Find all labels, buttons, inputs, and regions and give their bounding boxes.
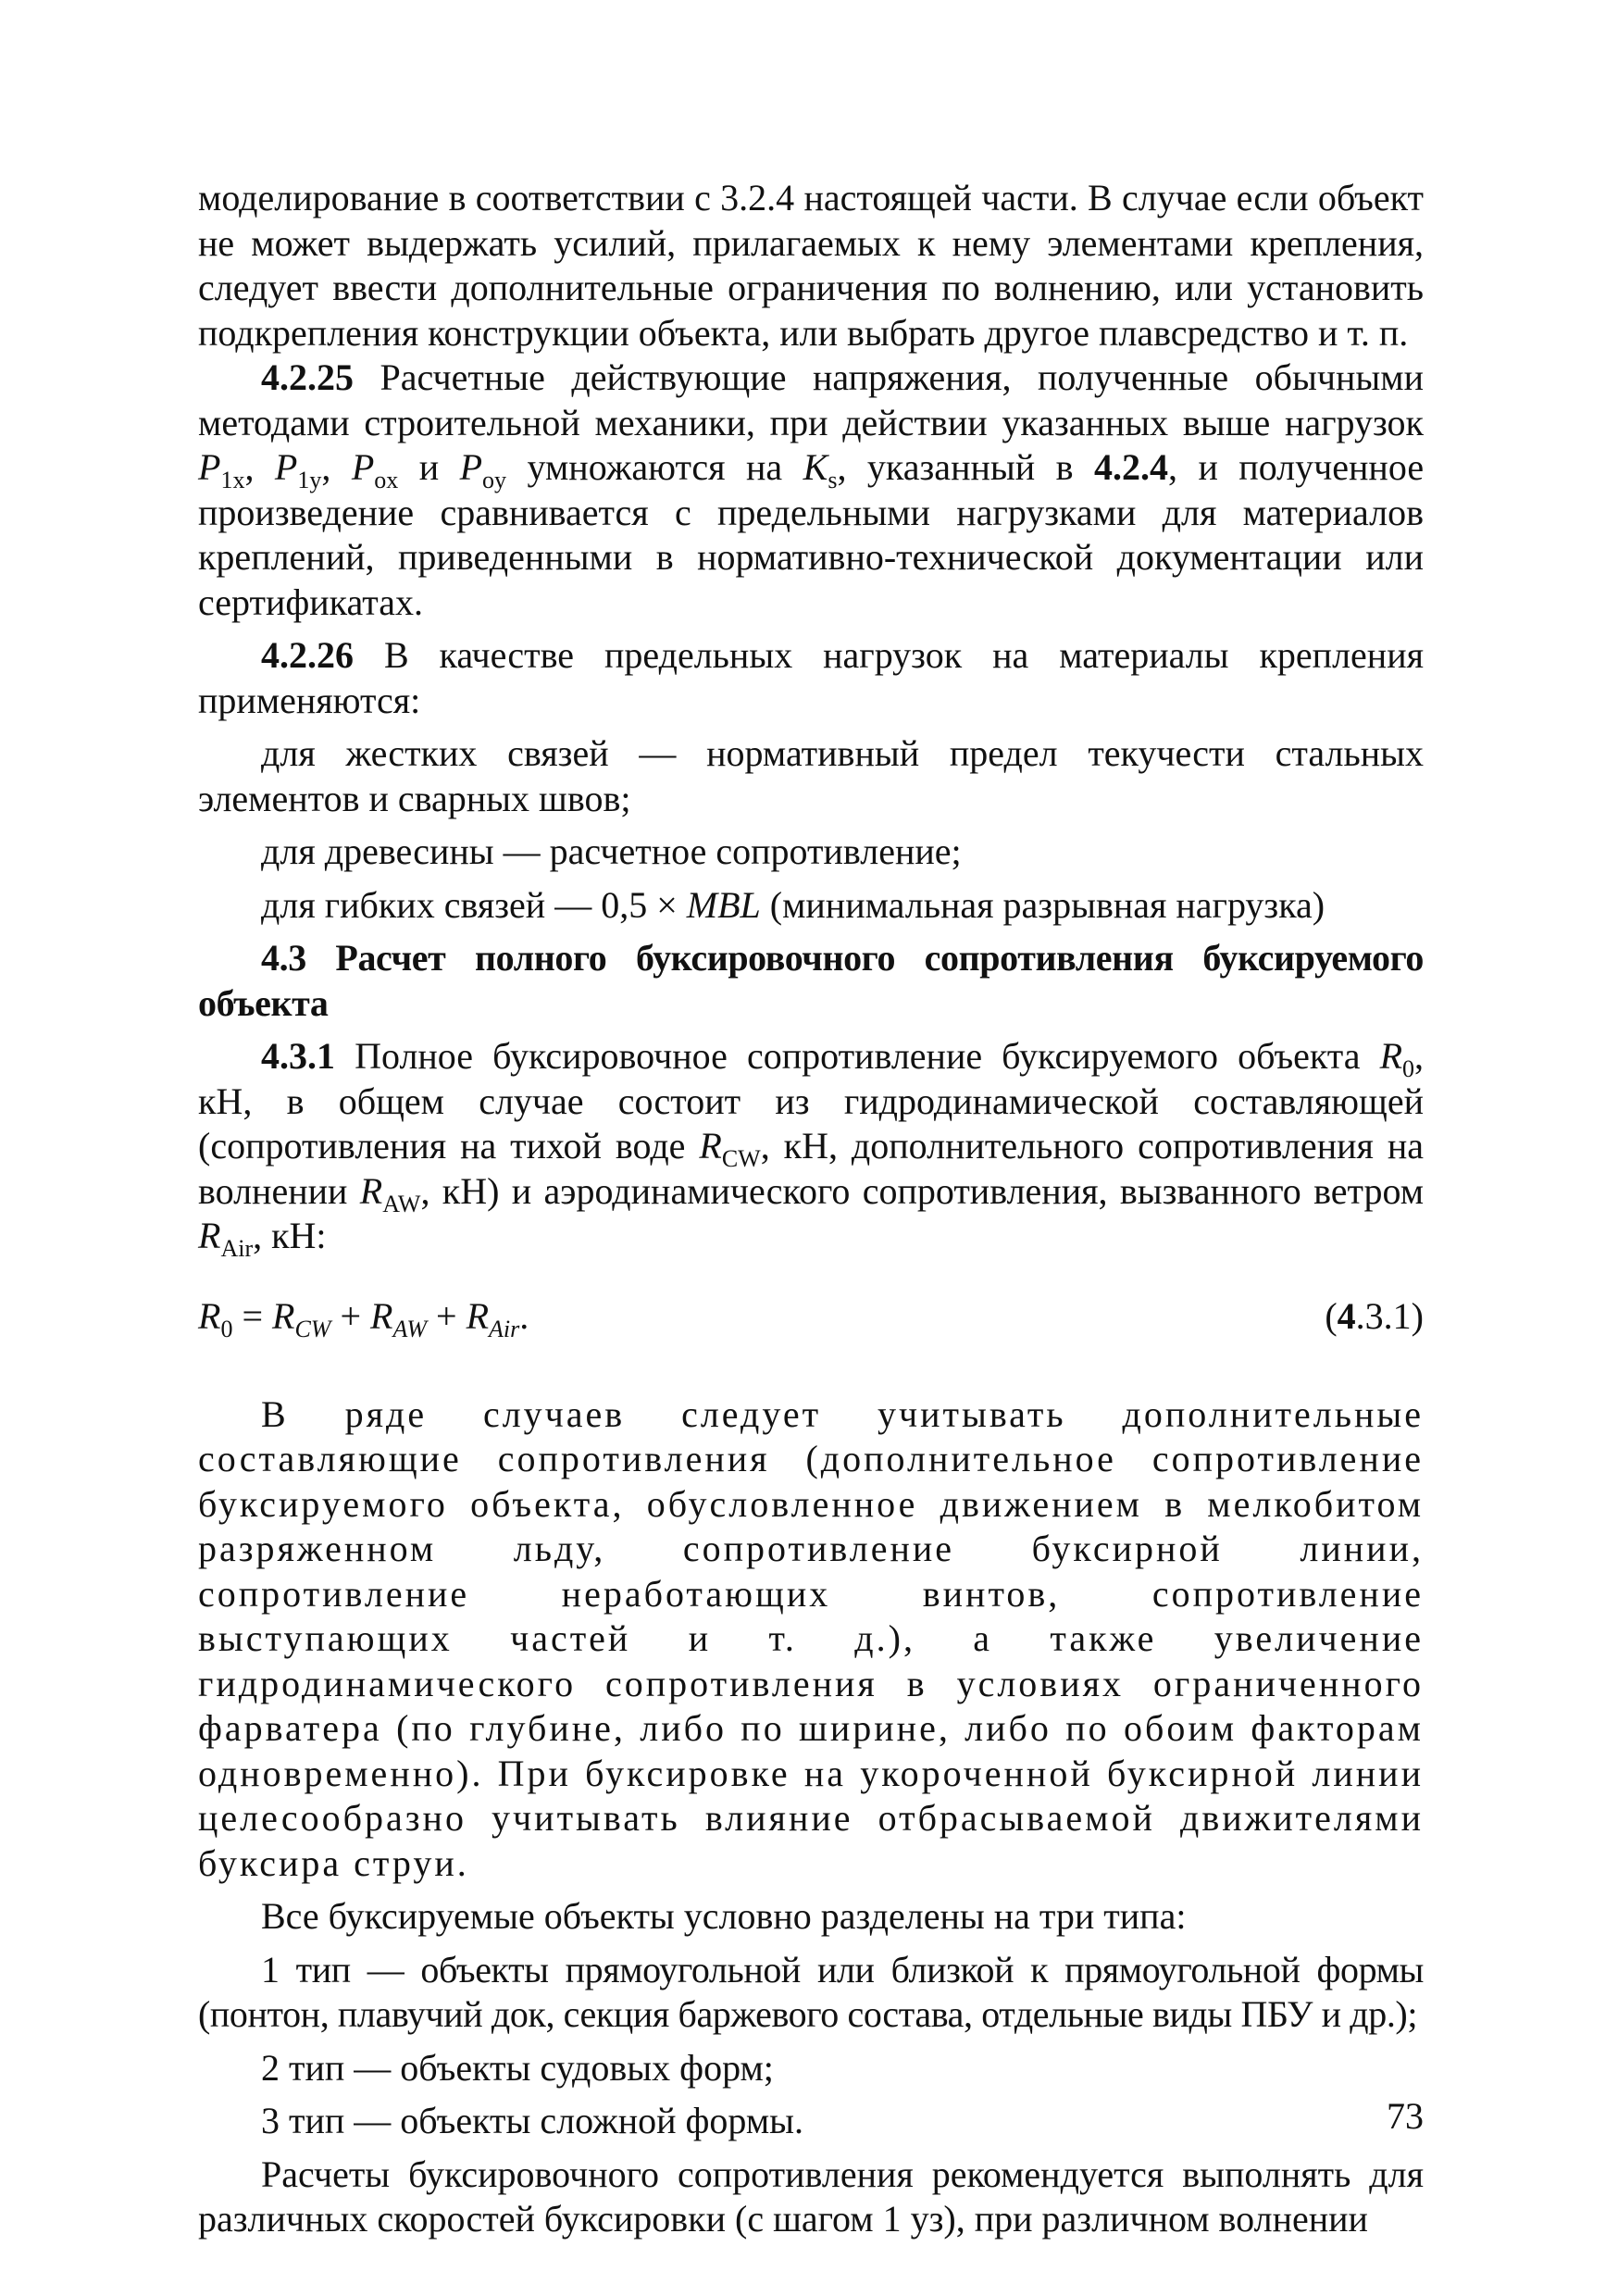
symbol-R: R: [198, 1215, 221, 1256]
plus-sign: +: [427, 1294, 467, 1337]
paragraph-text: умножаются на: [527, 446, 783, 488]
paragraph-text: , кН:: [253, 1215, 327, 1256]
list-item-text: (минимальная разрывная нагрузка): [769, 883, 1326, 926]
list-item-text: 2 тип — объекты судовых форм;: [261, 2046, 774, 2089]
conjunction: и: [418, 446, 440, 488]
formula-4-3-1: [198, 1294, 1424, 1350]
list-item-text: для древесины — расчетное сопротивление;: [261, 830, 962, 872]
list-item-flex: [198, 883, 1424, 929]
plus-sign: +: [330, 1294, 370, 1337]
paragraph-text: , кН, дополнительного сопротивления на волнении: [198, 1125, 1424, 1212]
clause-number: 4.3.1: [261, 1035, 335, 1077]
page-number: 73: [1387, 2095, 1424, 2137]
symbol-subscript: AW: [382, 1190, 421, 1217]
list-item-text: 3 тип — объекты сложной формы.: [261, 2100, 804, 2141]
paragraph-text: В ряде случаев следует учитывать дополнительные составляющие сопротивления (дополнительное сопротивление буксируемого объекта, обусловленное движением в мелкобитом разряженном льду, сопротивление буксирной линии, сопротивление неработающих винтов, сопротивление выступающих частей и т. д.), а также увеличение гидродинамического сопротивления в условиях ограниченного фарватера (по глубине, либо по ширине, либо по обоим факторам одновременно). При буксировке на укороченной буксирной линии целесообразно учитывать влияние отбрасываемой движителями буксира струи.: [198, 1392, 1424, 1884]
symbol-R: R: [370, 1294, 393, 1337]
paragraph-text: Расчетные действующие напряжения, полученные обычными методами строительной механики, при действии указанных выше нагрузок: [198, 356, 1424, 443]
paragraph-text: Расчеты буксировочного сопротивления рекомендуется выполнять для различных скоростей буксировки (с шагом 1 уз), при различном волнении: [198, 2152, 1424, 2240]
symbol-MBL: MBL: [686, 883, 761, 926]
formula-number-bold: 4: [1337, 1294, 1356, 1337]
symbol-subscript: 1y: [297, 467, 322, 493]
symbol-subscript: AW: [392, 1315, 428, 1342]
paragraph-text: , указанный в: [837, 446, 1074, 488]
paragraph-text: В качестве предельных нагрузок на материалы крепления применяются:: [198, 634, 1424, 721]
symbol-subscript: ox: [374, 467, 399, 493]
paragraph-4-2-26: [198, 633, 1424, 723]
list-item-text: для гибких связей — 0,5 ×: [261, 883, 678, 926]
list-item-text: 1 тип — объекты прямоугольной или близкой к прямоугольной формы (понтон, плавучий док, секция баржевого состава, отдельные виды ПБУ и др.);: [198, 1948, 1424, 2035]
symbol-K: K: [803, 446, 828, 488]
symbol-subscript: CW: [294, 1315, 331, 1342]
symbol-R: R: [272, 1294, 295, 1337]
paragraph-last: [198, 2152, 1424, 2242]
symbol-P: P: [351, 446, 375, 488]
list-item-type-3: [198, 2099, 1424, 2144]
paragraph-types-intro: [198, 1894, 1424, 1940]
paragraph-text: Полное буксировочное сопротивление буксируемого объекта: [355, 1035, 1361, 1077]
paragraph-text: , и полученное произведение сравнивается с предельными нагрузками для материалов креплений, приведенными в нормативно-технической документации или сертификатах.: [198, 446, 1425, 623]
paragraph-4-3-1: [198, 1034, 1425, 1262]
symbol-R: R: [1379, 1035, 1403, 1077]
equals-sign: =: [232, 1294, 272, 1337]
clause-reference: 4.2.4: [1093, 446, 1168, 488]
page-body: [198, 176, 1424, 2242]
symbol-subscript: 1x: [220, 467, 245, 493]
symbol-subscript: oy: [482, 467, 507, 493]
symbol-subscript: Air: [489, 1315, 520, 1342]
symbol-subscript: s: [828, 467, 838, 493]
symbol-subscript: 0: [220, 1315, 233, 1342]
symbol-P: P: [198, 446, 221, 488]
paragraph-text: моделирование в соответствии с 3.2.4 настоящей части. В случае если объект не может выдержать усилий, прилагаемых к нему элементами крепления, следует ввести дополнительные ограничения по волнению, или установить подкрепления конструкции объекта, или выбрать другое плавсредство и т. п.: [198, 177, 1424, 354]
paragraph-additional: [198, 1392, 1424, 1887]
list-item-text: для жестких связей — нормативный предел текучести стальных элементов и сварных швов;: [198, 732, 1424, 819]
symbol-P: P: [459, 446, 483, 488]
formula-number-paren: (: [1325, 1294, 1338, 1337]
formula-number-rest: .3.1): [1355, 1294, 1424, 1337]
formula-number: [1325, 1294, 1424, 1340]
clause-number: 4.2.26: [261, 634, 354, 676]
paragraph-4-2-25: 4.2.25 Расчетные действующие напряжения, полученные обычными методами строительной механики, при действии указанных выше нагрузок $P_{1x}$, $P_{1y}$, $P_{ox}$ и $P_{oy}$ умножаются на $K_s$, указанный в 4.2.4, и полученное произведение сравнивается с предельными нагрузками для материалов креплений, приведенными в нормативно-технической документации или сертификатах.: [198, 356, 1425, 623]
symbol-P: P: [274, 446, 298, 488]
symbol-R: R: [699, 1125, 722, 1167]
symbol-subscript: CW: [721, 1145, 761, 1172]
symbol-R: R: [466, 1294, 490, 1337]
clause-number: 4.2.25: [261, 356, 354, 398]
paragraph-text: Все буксируемые объекты условно разделены на три типа:: [261, 1895, 1187, 1937]
paragraph-text: , кН) и аэродинамического сопротивления, вызванного ветром: [420, 1169, 1425, 1212]
formula-expression: [198, 1294, 529, 1340]
list-item-type-2: [198, 2046, 1424, 2091]
paragraph-text: , кН, в общем случае состоит из гидродинамической составляющей (сопротивления на тихой воде: [198, 1035, 1425, 1167]
list-item-type-1: [198, 1948, 1424, 2038]
period: .: [519, 1294, 529, 1337]
symbol-subscript: Air: [220, 1235, 254, 1262]
symbol-R: R: [359, 1169, 383, 1212]
section-heading-4-3: 4.3 Расчет полного буксировочного сопротивления буксируемого объекта: [198, 937, 1424, 1024]
symbol-R: R: [198, 1294, 221, 1337]
list-item-rigid: [198, 731, 1424, 821]
paragraph-intro: [198, 176, 1424, 356]
symbol-subscript: 0: [1402, 1055, 1415, 1082]
list-item-wood: [198, 830, 1424, 875]
